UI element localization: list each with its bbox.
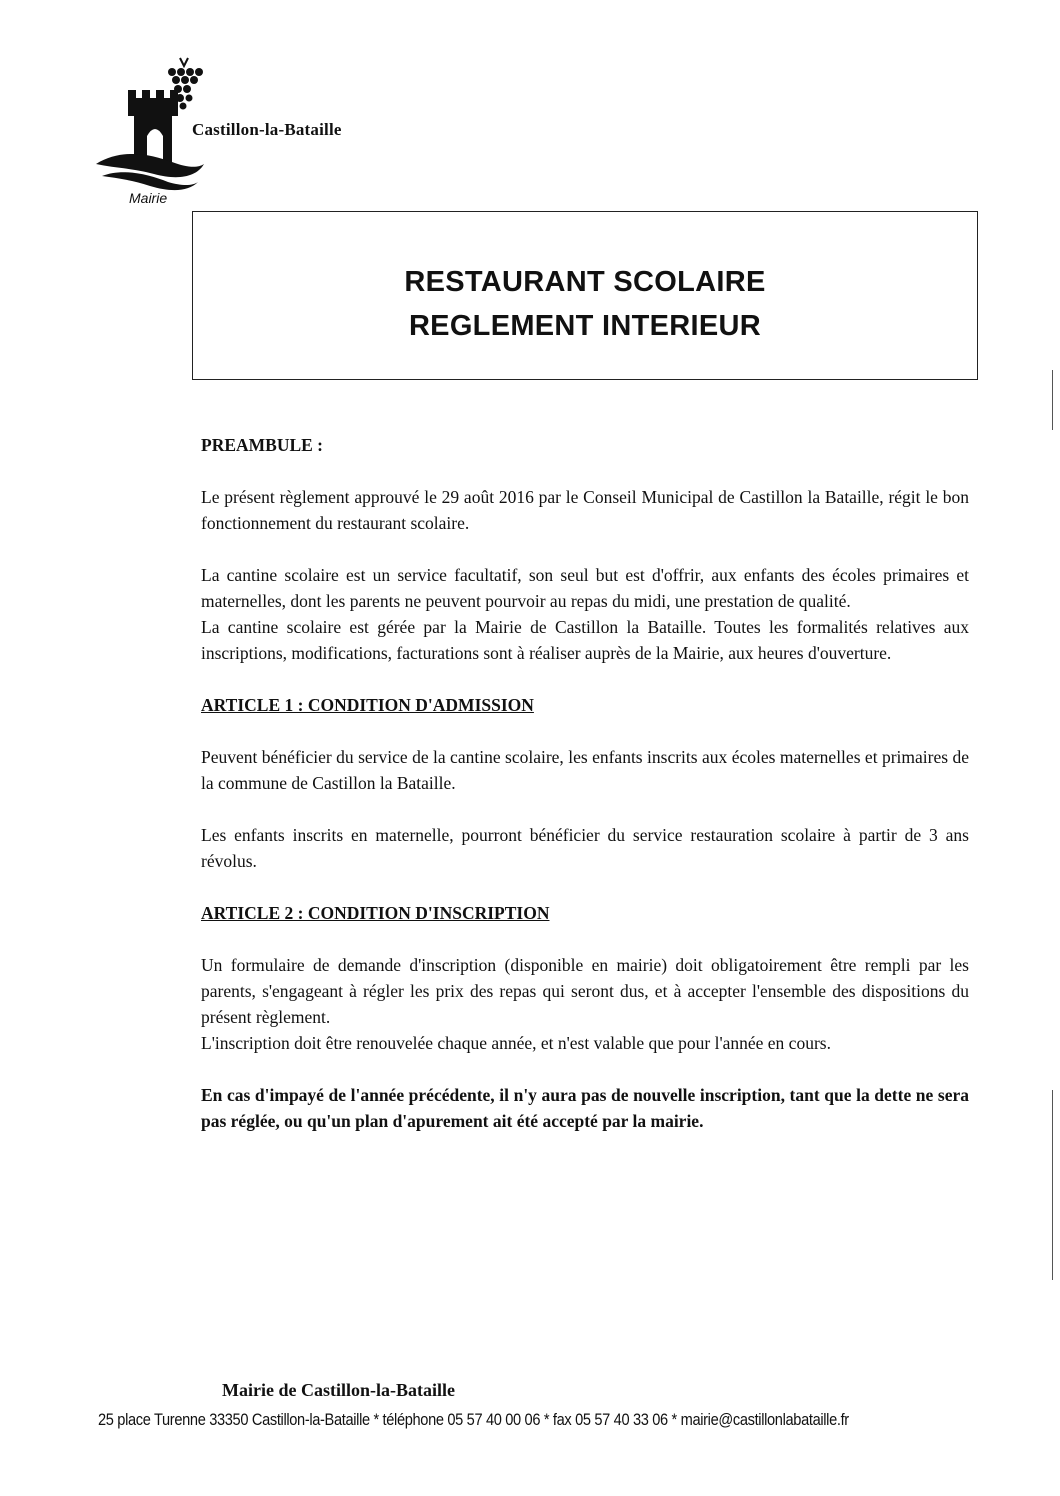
preamble-paragraph: La cantine scolaire est gérée par la Mairie de Castillon la Bataille. Toutes les formalités relatives aux inscriptions, modifications, facturations sont à réaliser auprès de la Mairie, aux heures d'ouverture. — [201, 617, 969, 663]
town-logo — [92, 52, 412, 212]
article-2-heading: ARTICLE 2 : CONDITION D'INSCRIPTION — [201, 903, 550, 923]
mairie-label: Mairie — [129, 190, 168, 206]
article-2-paragraph: L'inscription doit être renouvelée chaque année, et n'est valable que pour l'année en cours. — [201, 1033, 831, 1053]
article-2-bold-paragraph: En cas d'impayé de l'année précédente, il n'y aura pas de nouvelle inscription, tant que la dette ne sera pas réglée, ou qu'un plan d'apurement ait été accepté par la mairie. — [201, 1085, 969, 1131]
article-1-paragraph: Peuvent bénéficier du service de la cantine scolaire, les enfants inscrits aux écoles maternelles et primaires de la commune de Castillon la Bataille. — [201, 747, 969, 793]
scan-edge-mark — [1052, 370, 1053, 430]
article-2-paragraph: Un formulaire de demande d'inscription (disponible en mairie) doit obligatoirement être rempli par les parents, s'engageant à régler les prix des repas qui seront dus, et à accepter l'ensemble des dispositions du présent règlement. — [201, 955, 969, 1027]
document-body — [201, 432, 969, 1134]
article-1-paragraph: Les enfants inscrits en maternelle, pourront bénéficier du service restauration scolaire à partir de 3 ans révolus. — [201, 825, 969, 871]
title-box — [192, 211, 978, 380]
town-name: Castillon-la-Bataille — [192, 120, 342, 139]
preamble-heading: PREAMBULE : — [201, 435, 324, 455]
document-title-line-1: RESTAURANT SCOLAIRE — [404, 266, 766, 298]
document-title-line-2: REGLEMENT INTERIEUR — [408, 310, 762, 342]
scan-edge-mark — [1052, 1090, 1053, 1280]
footer-name: Mairie de Castillon-la-Bataille — [222, 1380, 455, 1400]
footer-address: 25 place Turenne 33350 Castillon-la-Bataille * téléphone 05 57 40 00 06 * fax 05 57 40 33 06 * mairie@castillonlabataille.fr — [98, 1410, 849, 1429]
preamble-paragraph: La cantine scolaire est un service facultatif, son seul but est d'offrir, aux enfants des écoles primaires et maternelles, dont les parents ne peuvent pourvoir au repas du midi, une prestation de qualité. — [201, 565, 969, 611]
preamble-paragraph: Le présent règlement approuvé le 29 août 2016 par le Conseil Municipal de Castillon la Bataille, régit le bon fonctionnement du restaurant scolaire. — [201, 487, 969, 533]
article-1-heading: ARTICLE 1 : CONDITION D'ADMISSION — [201, 695, 534, 715]
